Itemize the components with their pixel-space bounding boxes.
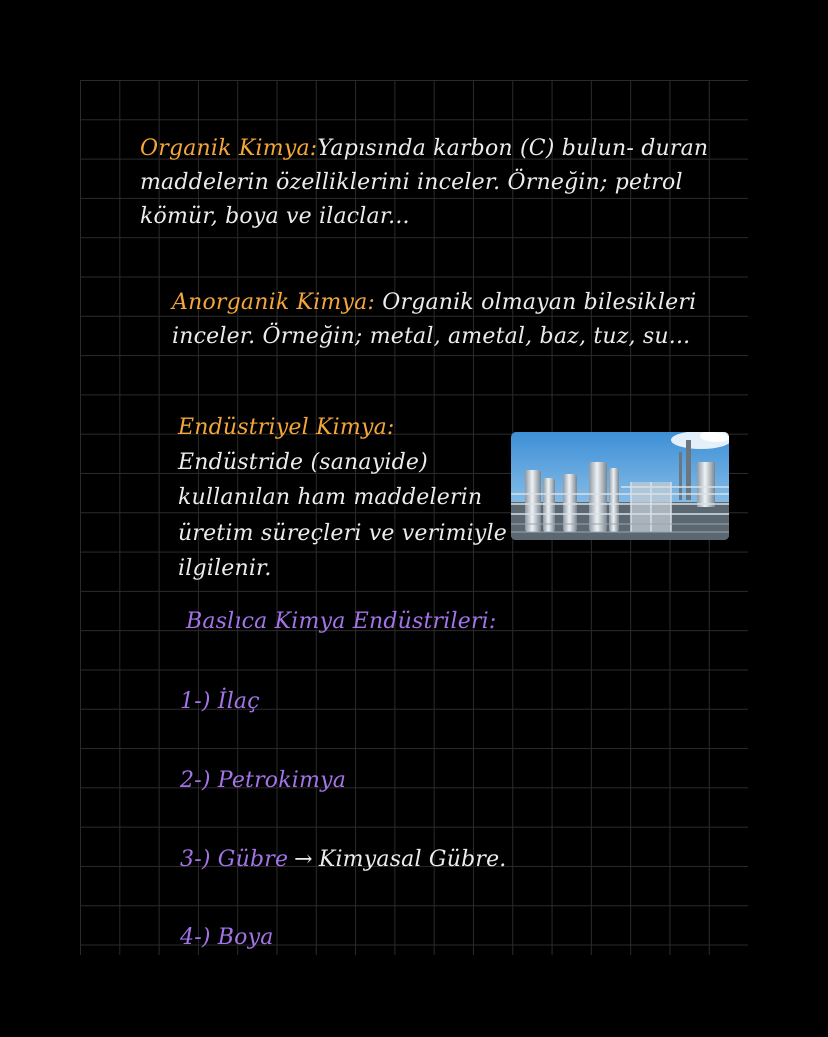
heading-endustriyel-kimya: Endüstriyel Kimya:: [178, 415, 395, 440]
paragraph-anorganik-kimya: [172, 286, 732, 354]
list-item-label: 4-) Boya: [180, 925, 274, 950]
list-item-label: 2-) Petrokimya: [180, 768, 347, 793]
industrial-plant-photo: [511, 432, 729, 540]
text-organik-kimya: Yapısında karbon (C) bulun- duran maddelerin özelliklerini inceler. Örneğin; petrol kömür, boya ve ilaclar...: [140, 136, 709, 230]
arrow-right-icon: →: [294, 847, 313, 872]
paragraph-organik-kimya: [140, 132, 740, 234]
list-item-note: Kimyasal Gübre.: [318, 847, 507, 872]
list-item-petrokimya: [180, 764, 346, 798]
list-item-label: 1-) İlaç: [180, 689, 260, 714]
heading-organik-kimya: Organik Kimya:: [140, 136, 318, 161]
list-item-ilac: [180, 685, 260, 719]
list-title: Baslıca Kimya Endüstrileri:: [186, 609, 497, 634]
list-item-boya: [180, 921, 274, 955]
text-anorganik-kimya: Organik olmayan bilesikleri inceler. Örneğin; metal, ametal, baz, tuz, su...: [172, 290, 697, 350]
heading-anorganik-kimya: Anorganik Kimya:: [172, 290, 376, 315]
list-item-gubre: [180, 843, 506, 877]
list-item-label: 3-) Gübre: [180, 847, 289, 872]
paragraph-endustriyel-kimya: [178, 410, 508, 586]
text-endustriyel-kimya: Endüstride (sanayide) kullanılan ham maddelerin üretim süreçleri ve verimiyle ilgilenir.: [178, 450, 507, 581]
